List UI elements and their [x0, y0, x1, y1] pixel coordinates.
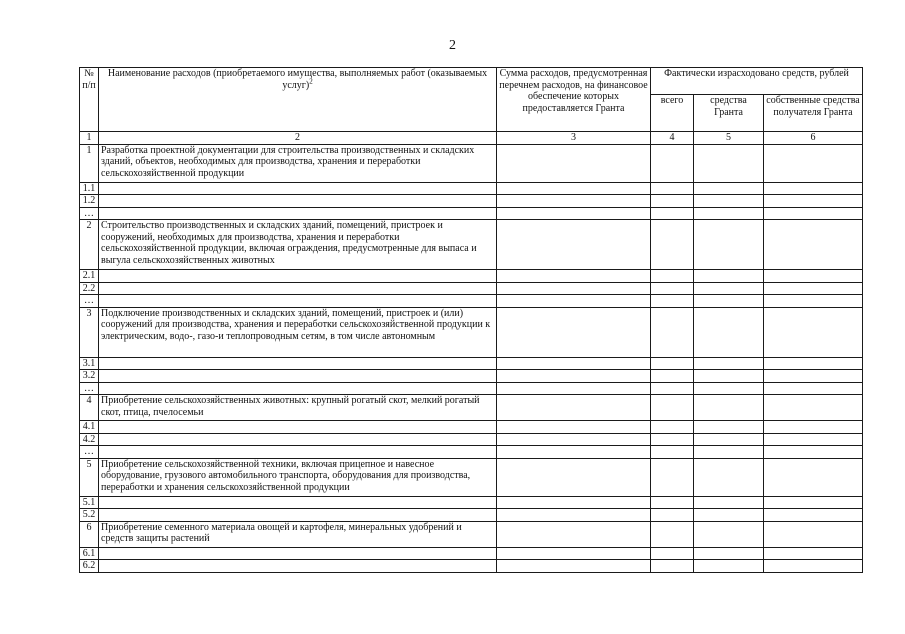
column-number: 6 — [764, 132, 863, 145]
table-row — [80, 307, 863, 357]
total-cell — [651, 421, 694, 434]
own-funds-cell — [764, 496, 863, 509]
table-row — [80, 220, 863, 270]
expense-description — [99, 433, 497, 446]
total-cell — [651, 207, 694, 220]
table-row — [80, 144, 863, 182]
total-cell — [651, 144, 694, 182]
grant-funds-cell — [694, 458, 764, 496]
row-number: 6.2 — [80, 560, 99, 573]
total-cell — [651, 282, 694, 295]
own-funds-cell — [764, 370, 863, 383]
row-number: 1.2 — [80, 195, 99, 208]
total-cell — [651, 382, 694, 395]
planned-sum-cell — [497, 458, 651, 496]
table-row — [80, 382, 863, 395]
header-number: № п/п — [80, 68, 99, 132]
expense-description: Приобретение семенного материала овощей и картофеля, минеральных удобрений и средств защиты растений — [99, 521, 497, 547]
planned-sum-cell — [497, 547, 651, 560]
expense-description — [99, 370, 497, 383]
row-number: 5.1 — [80, 496, 99, 509]
total-cell — [651, 433, 694, 446]
planned-sum-cell — [497, 382, 651, 395]
expense-description — [99, 270, 497, 283]
table-row — [80, 370, 863, 383]
row-number: 4.1 — [80, 421, 99, 434]
table-row — [80, 521, 863, 547]
grant-funds-cell — [694, 370, 764, 383]
row-number: … — [80, 382, 99, 395]
expense-description — [99, 382, 497, 395]
own-funds-cell — [764, 357, 863, 370]
row-number: 3.2 — [80, 370, 99, 383]
row-number: 6.1 — [80, 547, 99, 560]
own-funds-cell — [764, 220, 863, 270]
total-cell — [651, 220, 694, 270]
expense-description — [99, 509, 497, 522]
own-funds-cell — [764, 182, 863, 195]
row-number: 1 — [80, 144, 99, 182]
row-number: 2 — [80, 220, 99, 270]
total-cell — [651, 295, 694, 308]
planned-sum-cell — [497, 182, 651, 195]
total-cell — [651, 395, 694, 421]
expense-description — [99, 207, 497, 220]
planned-sum-cell — [497, 446, 651, 459]
grant-funds-cell — [694, 307, 764, 357]
table-row — [80, 496, 863, 509]
total-cell — [651, 458, 694, 496]
grant-funds-cell — [694, 509, 764, 522]
total-cell — [651, 307, 694, 357]
header-planned-sum: Сумма расходов, предусмотренная перечнем расходов, на финансовое обеспечение которых предоставляется Гранта — [497, 68, 651, 132]
table-row — [80, 182, 863, 195]
row-number: 3.1 — [80, 357, 99, 370]
grant-funds-cell — [694, 207, 764, 220]
header-total: всего — [651, 95, 694, 132]
row-number: 5.2 — [80, 509, 99, 522]
grant-funds-cell — [694, 220, 764, 270]
total-cell — [651, 509, 694, 522]
expense-description — [99, 446, 497, 459]
expense-description — [99, 496, 497, 509]
own-funds-cell — [764, 521, 863, 547]
total-cell — [651, 270, 694, 283]
table-row — [80, 560, 863, 573]
grant-funds-cell — [694, 182, 764, 195]
row-number: … — [80, 207, 99, 220]
column-number: 3 — [497, 132, 651, 145]
header-row — [80, 68, 863, 95]
header-expense-name — [99, 68, 497, 132]
expense-description: Строительство производственных и складских зданий, помещений, пристроек и сооружений, необходимых для производства, хранения и переработки сельскохозяйственной продукции, включая ограждения, предусмотренные для выпаса и выгула сельскохозяйственных животных — [99, 220, 497, 270]
table-row — [80, 433, 863, 446]
total-cell — [651, 521, 694, 547]
table-row — [80, 270, 863, 283]
planned-sum-cell — [497, 295, 651, 308]
total-cell — [651, 446, 694, 459]
own-funds-cell — [764, 395, 863, 421]
expense-description: Приобретение сельскохозяйственных животных: крупный рогатый скот, мелкий рогатый скот, птица, пчелосемьи — [99, 395, 497, 421]
own-funds-cell — [764, 282, 863, 295]
column-number: 4 — [651, 132, 694, 145]
header-own-funds: собственные средства получателя Гранта — [764, 95, 863, 132]
grant-funds-cell — [694, 382, 764, 395]
grant-funds-cell — [694, 270, 764, 283]
total-cell — [651, 182, 694, 195]
table-row — [80, 509, 863, 522]
expense-description: Приобретение сельскохозяйственной техники, включая прицепное и навесное оборудование, грузового автомобильного транспорта, оборудования для производства, переработки и хранения сельскохозяйственной продукции — [99, 458, 497, 496]
row-number: 4 — [80, 395, 99, 421]
expense-description: Подключение производственных и складских зданий, помещений, пристроек и (или) сооружений для производства, хранения и переработки сельскохозяйственной продукции к электрическим, водо-, газо-и теплопроводным сетям, в том числе автономным — [99, 307, 497, 357]
grant-funds-cell — [694, 421, 764, 434]
column-number: 5 — [694, 132, 764, 145]
own-funds-cell — [764, 433, 863, 446]
planned-sum-cell — [497, 496, 651, 509]
header-expense-name-text: Наименование расходов (приобретаемого имущества, выполняемых работ (оказываемых услуг) — [107, 68, 488, 91]
table-row — [80, 458, 863, 496]
grant-funds-cell — [694, 433, 764, 446]
row-number: 3 — [80, 307, 99, 357]
planned-sum-cell — [497, 195, 651, 208]
table-row — [80, 547, 863, 560]
grant-funds-cell — [694, 395, 764, 421]
total-cell — [651, 357, 694, 370]
planned-sum-cell — [497, 433, 651, 446]
expense-description — [99, 357, 497, 370]
row-number: 1.1 — [80, 182, 99, 195]
expense-description — [99, 295, 497, 308]
own-funds-cell — [764, 270, 863, 283]
planned-sum-cell — [497, 220, 651, 270]
own-funds-cell — [764, 195, 863, 208]
own-funds-cell — [764, 547, 863, 560]
planned-sum-cell — [497, 307, 651, 357]
table-row — [80, 421, 863, 434]
own-funds-cell — [764, 144, 863, 182]
grant-funds-cell — [694, 446, 764, 459]
own-funds-cell — [764, 307, 863, 357]
grant-funds-cell — [694, 547, 764, 560]
header-grant-funds: средства Гранта — [694, 95, 764, 132]
column-number: 2 — [99, 132, 497, 145]
planned-sum-cell — [497, 395, 651, 421]
row-number: 5 — [80, 458, 99, 496]
planned-sum-cell — [497, 560, 651, 573]
expense-description — [99, 282, 497, 295]
planned-sum-cell — [497, 207, 651, 220]
expense-report-table — [79, 67, 863, 573]
expense-description — [99, 195, 497, 208]
own-funds-cell — [764, 295, 863, 308]
own-funds-cell — [764, 446, 863, 459]
grant-funds-cell — [694, 144, 764, 182]
row-number: 2.1 — [80, 270, 99, 283]
grant-funds-cell — [694, 521, 764, 547]
planned-sum-cell — [497, 370, 651, 383]
planned-sum-cell — [497, 421, 651, 434]
planned-sum-cell — [497, 144, 651, 182]
table-row — [80, 395, 863, 421]
expense-description — [99, 421, 497, 434]
total-cell — [651, 496, 694, 509]
total-cell — [651, 560, 694, 573]
own-funds-cell — [764, 560, 863, 573]
own-funds-cell — [764, 382, 863, 395]
table-row — [80, 295, 863, 308]
total-cell — [651, 547, 694, 560]
own-funds-cell — [764, 458, 863, 496]
planned-sum-cell — [497, 521, 651, 547]
grant-funds-cell — [694, 560, 764, 573]
expense-description: Разработка проектной документации для строительства производственных и складских зданий, объектов, необходимых для производства, хранения и переработки сельскохозяйственной продукции — [99, 144, 497, 182]
table-row — [80, 446, 863, 459]
grant-funds-cell — [694, 282, 764, 295]
row-number: 6 — [80, 521, 99, 547]
own-funds-cell — [764, 207, 863, 220]
column-numbers-row — [80, 132, 863, 145]
total-cell — [651, 370, 694, 383]
planned-sum-cell — [497, 509, 651, 522]
header-actual-spent: Фактически израсходовано средств, рублей — [651, 68, 863, 95]
planned-sum-cell — [497, 270, 651, 283]
row-number: … — [80, 295, 99, 308]
own-funds-cell — [764, 421, 863, 434]
row-number: 2.2 — [80, 282, 99, 295]
footnote-marker: 2 — [309, 77, 313, 86]
grant-funds-cell — [694, 496, 764, 509]
page-number: 2 — [449, 38, 456, 53]
row-number: 4.2 — [80, 433, 99, 446]
expense-description — [99, 547, 497, 560]
planned-sum-cell — [497, 282, 651, 295]
expense-description — [99, 560, 497, 573]
table-row — [80, 195, 863, 208]
grant-funds-cell — [694, 357, 764, 370]
expense-description — [99, 182, 497, 195]
grant-funds-cell — [694, 295, 764, 308]
column-number: 1 — [80, 132, 99, 145]
row-number: … — [80, 446, 99, 459]
grant-funds-cell — [694, 195, 764, 208]
table-row — [80, 357, 863, 370]
own-funds-cell — [764, 509, 863, 522]
table-row — [80, 207, 863, 220]
total-cell — [651, 195, 694, 208]
table-row — [80, 282, 863, 295]
planned-sum-cell — [497, 357, 651, 370]
